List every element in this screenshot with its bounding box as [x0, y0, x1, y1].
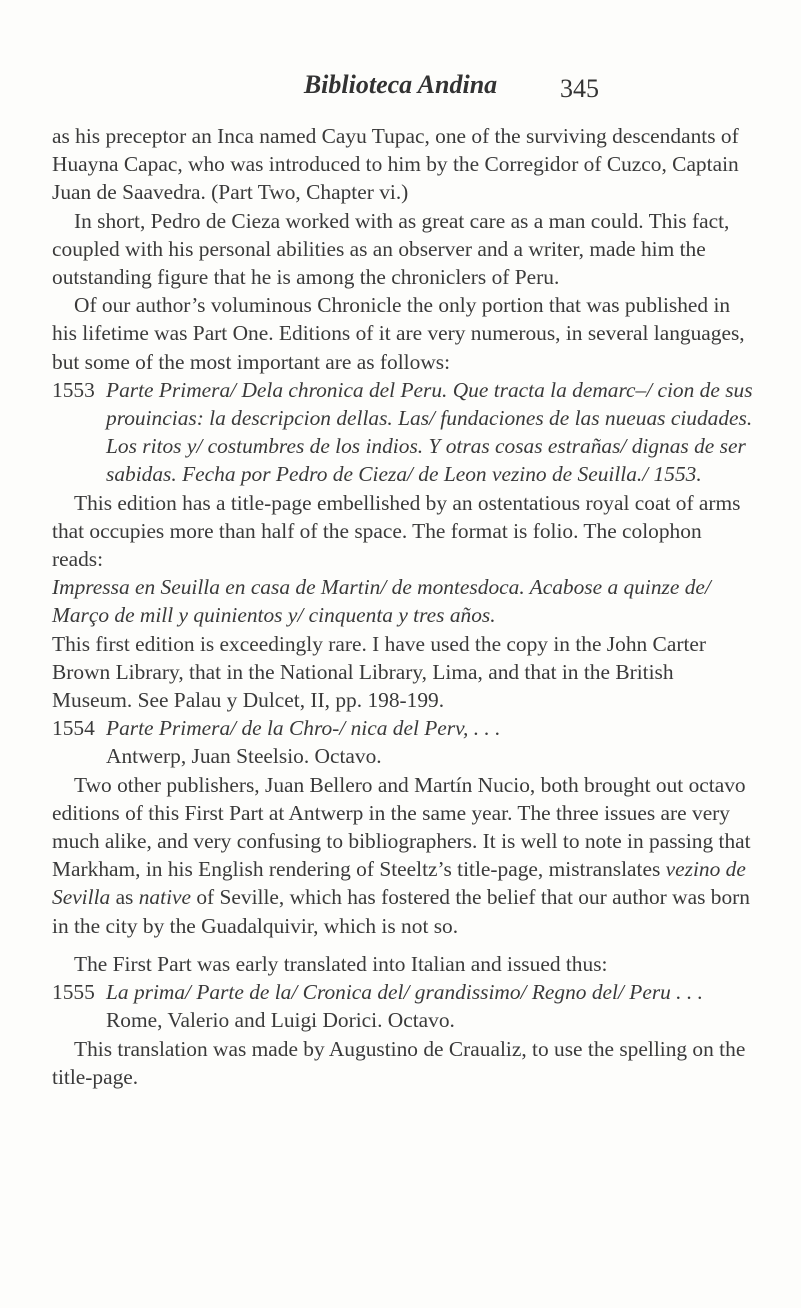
- paragraph-6-text-c: of Seville, which has fostered the belief that our author was born in the city by the Guadalquivir, which is not so.: [52, 885, 750, 938]
- entry-title: Parte Primera/ de la Chro-/ nica del Perv, . . .: [106, 716, 501, 741]
- entry-year: 1555: [52, 980, 95, 1005]
- entry-imprint: Antwerp, Juan Steelsio. Octavo.: [106, 744, 382, 769]
- page-number: 345: [560, 74, 599, 103]
- page-body: [52, 122, 756, 1091]
- entry-year: 1553: [52, 377, 95, 402]
- paragraph-3: Of our author’s voluminous Chronicle the only portion that was published in his lifetime was Part One. Editions of it are very numerous, in several languages, but some of the most important are as follows:: [52, 293, 745, 374]
- paragraph-2: In short, Pedro de Cieza worked with as great care as a man could. This fact, coupled with his personal abilities as an observer and a writer, made him the outstanding figure that he is among the chroniclers of Peru.: [52, 208, 730, 290]
- paragraph-4: This edition has a title-page embellished by an ostentatious royal coat of arms that occupies more than half of the space. The format is folio. The colophon reads:: [52, 490, 741, 572]
- entry-imprint: Rome, Valerio and Luigi Dorici. Octavo.: [106, 1008, 455, 1033]
- paragraph-6: [52, 771, 756, 940]
- paragraph-7: The First Part was early translated into Italian and issued thus:: [74, 951, 608, 976]
- paragraph-6-italic-2: native: [138, 885, 191, 910]
- paragraph-8: This translation was made by Augustino de Craualiz, to use the spelling on the title-page.: [52, 1036, 746, 1089]
- bibliography-entry-1555: [52, 978, 756, 1034]
- entry-title: Parte Primera/ Dela chronica del Peru. Que tracta la demarc–/ cion de sus prouincias: la descripcion dellas. Las/ fundaciones de las nueuas ciudades. Los ritos y/ costumbres de los indios. Y otras cosas estrañas/ dignas de ser sabidas. Fecha por Pedro de Cieza/ de Leon vezino de Seuilla./ 1553.: [106, 377, 753, 487]
- paragraph-6-italic-1: vezino de Sevilla: [52, 857, 746, 910]
- running-title: Biblioteca Andina: [303, 70, 498, 99]
- bibliography-entry-1554: [52, 714, 756, 770]
- colophon: Impressa en Seuilla en casa de Martin/ de montesdoca. Acabose a quinze de/ Março de mill y quinientos y/ cinquenta y tres años.: [52, 575, 711, 628]
- paragraph-1: as his preceptor an Inca named Cayu Tupac, one of the surviving descendants of Huayna Capac, who was introduced to him by the Corregidor of Cuzco, Captain Juan de Saavedra. (Part Two, Chapter vi.): [52, 124, 739, 205]
- entry-year: 1554: [52, 716, 95, 741]
- bibliography-entry-1553: [52, 376, 756, 489]
- paragraph-6-text-a: Two other publishers, Juan Bellero and Martín Nucio, both brought out octavo editions of this First Part at Antwerp in the same year. The three issues are very much alike, and very confusing to bibliographers. It is well to note in passing that Markham, in his English rendering of Steeltz’s title-page, mistranslates: [52, 772, 751, 882]
- paragraph-6-text-b: as: [110, 885, 139, 910]
- paragraph-5: This first edition is exceedingly rare. I have used the copy in the John Carter Brown Library, that in the National Library, Lima, and that in the British Museum. See Palau y Dulcet, II, pp. 198-199.: [52, 631, 707, 713]
- entry-title: La prima/ Parte de la/ Cronica del/ grandissimo/ Regno del/ Peru . . .: [106, 980, 703, 1005]
- running-header: [0, 70, 801, 106]
